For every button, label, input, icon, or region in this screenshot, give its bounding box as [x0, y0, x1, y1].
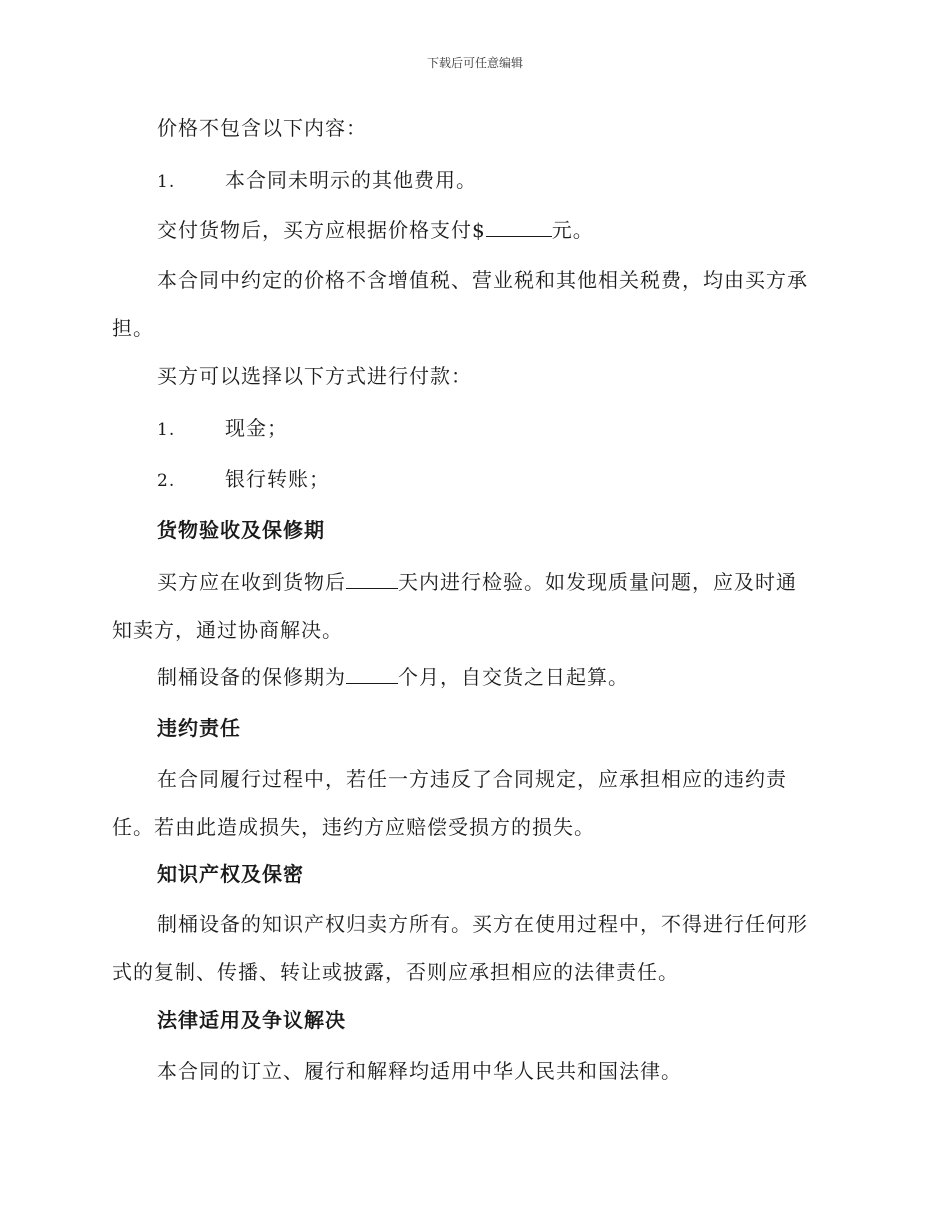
list-number: 1.	[157, 420, 176, 440]
amount-blank	[486, 214, 552, 237]
page-header: 下载后可任意编辑	[426, 56, 523, 70]
list-number: 1.	[157, 172, 176, 192]
list-text: 银行转账；	[225, 467, 330, 491]
list-item-bank-transfer	[157, 455, 877, 505]
paragraph-ip	[112, 900, 832, 996]
warranty-text-a: 制桶设备的保修期为	[157, 665, 346, 689]
days-blank	[346, 566, 398, 589]
section-heading-acceptance-warranty: 货物验收及保修期	[157, 518, 325, 542]
breach-line-2: 任。若由此造成损失，违约方应赔偿受损方的损失。	[112, 815, 595, 839]
section-heading-breach: 违约责任	[157, 716, 241, 740]
paragraph-price-exclusions: 价格不包含以下内容：	[157, 116, 367, 140]
paragraph-warranty	[157, 653, 877, 701]
paragraph-payment-amount	[157, 206, 877, 254]
paragraph-governing-law: 本合同的订立、履行和解释均适用中华人民共和国法律。	[157, 1059, 682, 1083]
inspection-line-1	[112, 558, 832, 606]
months-blank	[346, 661, 398, 684]
inspection-text-b: 天内进行检验。如发现质量问题，应及时通	[398, 570, 797, 594]
payment-text: 交付货物后，买方应根据价格支付$	[157, 218, 486, 242]
ip-line-2: 式的复制、传播、转让或披露，否则应承担相应的法律责任。	[112, 960, 679, 984]
list-item-cash	[157, 404, 877, 454]
list-text: 本合同未明示的其他费用。	[225, 168, 477, 192]
taxes-line-1: 本合同中约定的价格不含增值税、营业税和其他相关税费，均由买方承	[157, 268, 808, 292]
paragraph-breach	[112, 755, 832, 851]
section-heading-ip-confidentiality: 知识产权及保密	[157, 862, 304, 886]
taxes-line-2: 担。	[112, 316, 154, 340]
list-text: 现金；	[225, 416, 288, 440]
list-number: 2.	[157, 471, 176, 491]
list-item-other-fees	[157, 156, 877, 206]
paragraph-inspection	[112, 558, 832, 654]
warranty-text-b: 个月，自交货之日起算。	[398, 665, 629, 689]
section-heading-governing-law: 法律适用及争议解决	[157, 1008, 346, 1032]
paragraph-payment-methods: 买方可以选择以下方式进行付款：	[157, 364, 472, 388]
breach-line-1: 在合同履行过程中，若任一方违反了合同规定，应承担相应的违约责	[157, 767, 787, 791]
currency-unit: 元。	[551, 218, 594, 242]
ip-line-1: 制桶设备的知识产权归卖方所有。买方在使用过程中，不得进行任何形	[157, 912, 808, 936]
paragraph-taxes	[112, 256, 832, 352]
inspection-line-2: 知卖方，通过协商解决。	[112, 618, 343, 642]
inspection-text-a: 买方应在收到货物后	[157, 570, 346, 594]
